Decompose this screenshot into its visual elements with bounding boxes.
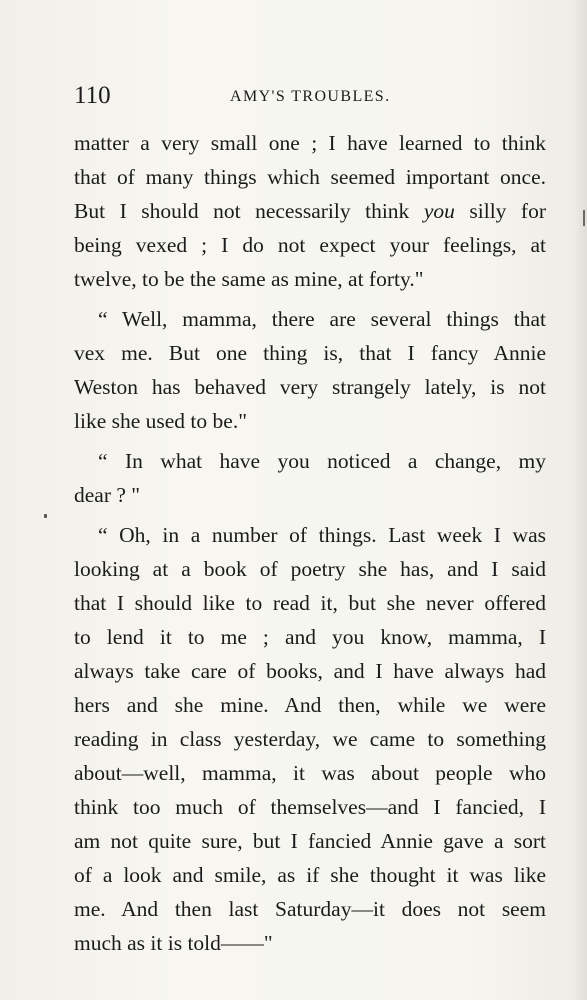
text-line: like she used to be." [74,409,247,433]
text-line: am not quite sure, but I fancied Annie gave a sort [74,829,546,853]
page-number: 110 [74,82,111,109]
text-line: matter a very small one ; I have learned to think [74,131,546,155]
text-line: hers and she mine. And then, while we were [74,693,546,717]
text-line: “ In what have you noticed a change, my [98,449,546,473]
text-line: think too much of themselves—and I fancied, I [74,795,546,819]
text-line: of a look and smile, as if she thought it was like [74,863,546,887]
text-line: Weston has behaved very strangely lately, is not [74,375,546,399]
text-line: about—well, mamma, it was about people who [74,761,546,785]
text-line: me. And then last Saturday—it does not seem [74,897,546,921]
text-line: that I should like to read it, but she never offered [74,591,546,615]
text-line: to lend it to me ; and you know, mamma, I [74,625,546,649]
running-head: AMY'S TROUBLES. [230,88,391,105]
text-line: “ Well, mamma, there are several things that [98,307,546,331]
text-line: “ Oh, in a number of things. Last week I was [98,523,546,547]
text-line: being vexed ; I do not expect your feelings, at [74,233,546,257]
text-line: much as it is told——" [74,931,273,955]
text-line: that of many things which seemed important once. [74,165,546,189]
text-line: twelve, to be the same as mine, at forty." [74,267,424,291]
text-line: always take care of books, and I have always had [74,659,546,683]
text-line: looking at a book of poetry she has, and I said [74,557,546,581]
page-edge-mark [583,210,585,226]
page-edge-shadow [573,0,587,1000]
ink-speck [44,514,47,518]
text-line: dear ? " [74,483,141,507]
body-text [74,126,546,960]
text-line: But I should not necessarily think you silly for [74,199,547,223]
text-line: vex me. But one thing is, that I fancy Annie [74,341,546,365]
text-line: reading in class yesterday, we came to something [74,727,546,751]
emphasized-word: you [423,199,455,223]
